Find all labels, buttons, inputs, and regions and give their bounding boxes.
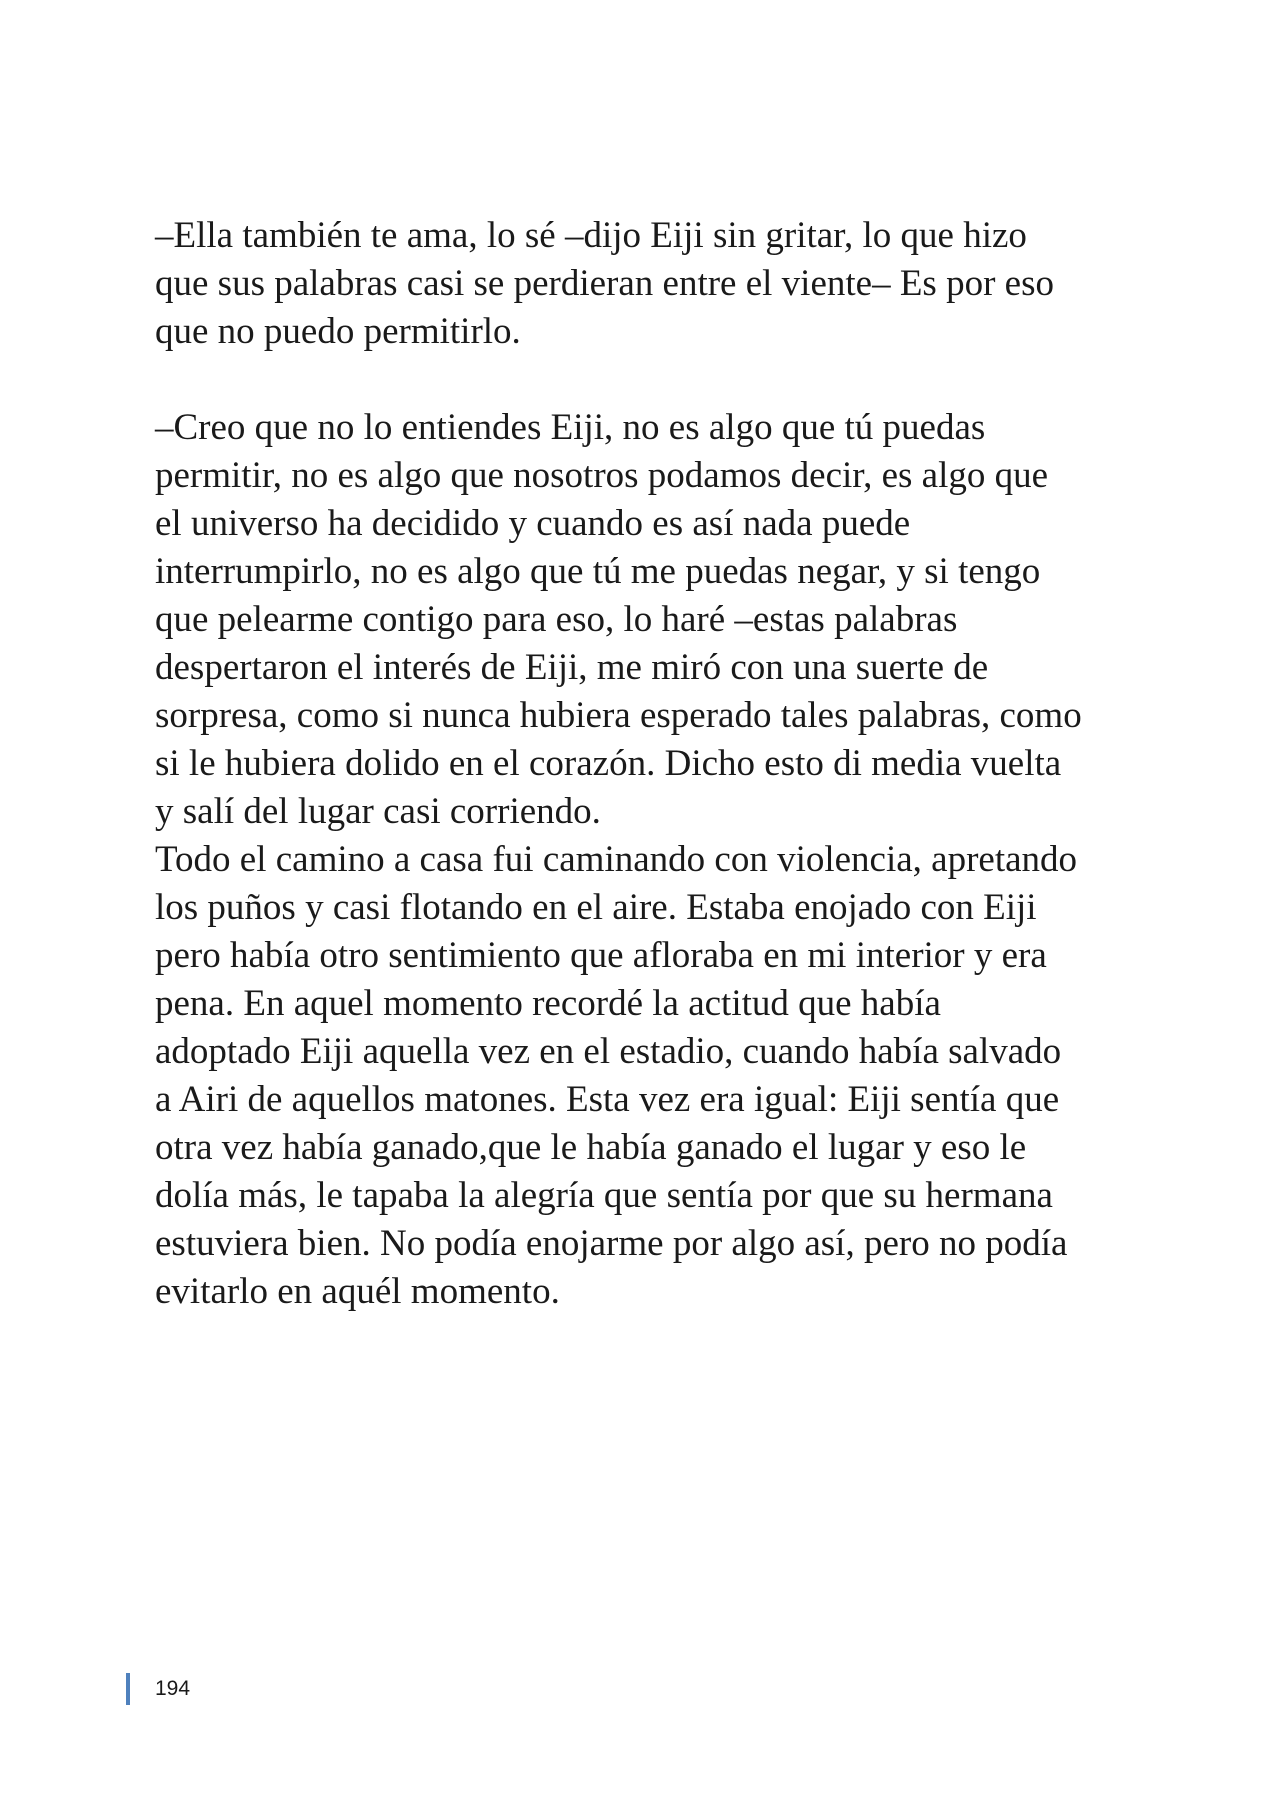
text-line: Todo el camino a casa fui caminando con violencia, apretando <box>155 839 1078 880</box>
text-line: permitir, no es algo que nosotros podamos decir, es algo que <box>155 455 1049 496</box>
text-line: –Creo que no lo entiendes Eiji, no es algo que tú puedas <box>155 407 986 448</box>
paragraph-1 <box>155 212 1145 356</box>
text-line: y salí del lugar casi corriendo. <box>155 791 601 832</box>
paragraph-2 <box>155 404 1145 836</box>
text-line: que pelearme contigo para eso, lo haré –estas palabras <box>155 599 958 640</box>
text-line: estuviera bien. No podía enojarme por algo así, pero no podía <box>155 1223 1068 1264</box>
text-line: que sus palabras casi se perdieran entre el viente– Es por eso <box>155 263 1054 304</box>
page-footer <box>126 1672 190 1706</box>
text-line: pena. En aquel momento recordé la actitud que había <box>155 983 941 1024</box>
text-line: sorpresa, como si nunca hubiera esperado tales palabras, como <box>155 695 1082 736</box>
text-line: el universo ha decidido y cuando es así nada puede <box>155 503 911 544</box>
text-line: evitarlo en aquél momento. <box>155 1271 560 1312</box>
text-line: a Airi de aquellos matones. Esta vez era igual: Eiji sentía que <box>155 1079 1060 1120</box>
text-line: los puños y casi flotando en el aire. Estaba enojado con Eiji <box>155 887 1037 928</box>
text-line: si le hubiera dolido en el corazón. Dicho esto di media vuelta <box>155 743 1062 784</box>
text-line: otra vez había ganado,que le había ganado el lugar y eso le <box>155 1127 1027 1168</box>
text-line: que no puedo permitirlo. <box>155 311 521 352</box>
text-line: interrumpirlo, no es algo que tú me puedas negar, y si tengo <box>155 551 1041 592</box>
text-line: –Ella también te ama, lo sé –dijo Eiji sin gritar, lo que hizo <box>155 215 1027 256</box>
text-line: adoptado Eiji aquella vez en el estadio, cuando había salvado <box>155 1031 1062 1072</box>
paragraph-gap <box>155 356 1145 404</box>
footer-accent-bar <box>126 1673 130 1705</box>
body-text <box>155 212 1145 1316</box>
text-line: despertaron el interés de Eiji, me miró con una suerte de <box>155 647 989 688</box>
paragraph-3 <box>155 836 1145 1316</box>
text-line: pero había otro sentimiento que afloraba en mi interior y era <box>155 935 1047 976</box>
page-number: 194 <box>155 1677 191 1700</box>
text-line: dolía más, le tapaba la alegría que sentía por que su hermana <box>155 1175 1053 1216</box>
